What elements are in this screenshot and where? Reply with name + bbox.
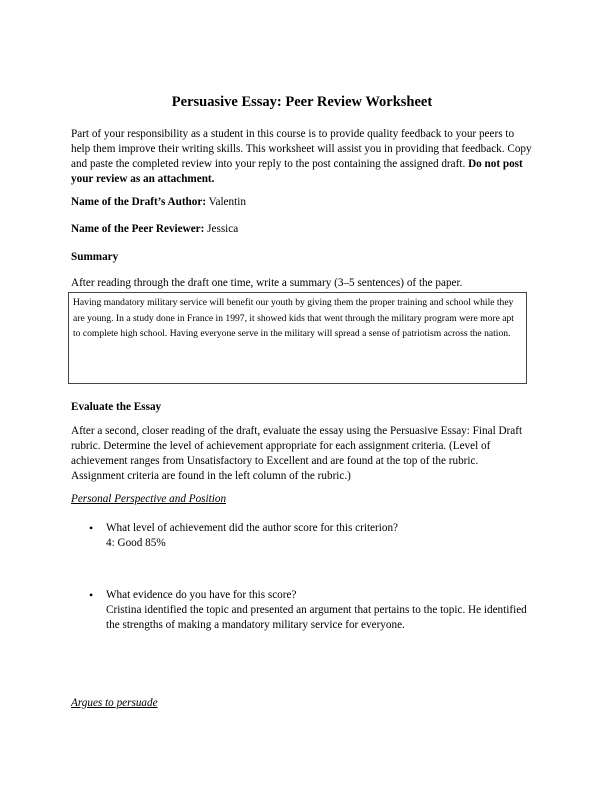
evaluate-heading: Evaluate the Essay <box>71 401 162 413</box>
reviewer-label: Name of the Peer Reviewer: <box>71 223 205 235</box>
summary-instruction: After reading through the draft one time, write a summary (3–5 sentences) of the paper. <box>71 277 463 289</box>
evaluate-instruction: After a second, closer reading of the draft, evaluate the essay using the Persuasive Essay: Final Draft rubric. Determine the level of achievement appropriate for each assignment criteria. (Level of achievement ranges from Unsatisfactory to Excellent and are found at the top of the rubric. Assignment criteria are found in the left column of the rubric.) <box>71 425 523 482</box>
criterion-1-question-1 <box>106 521 536 551</box>
author-label: Name of the Draft’s Author: <box>71 196 207 208</box>
answer-level-text: 4: Good 85% <box>106 537 166 549</box>
reviewer-value: Jessica <box>204 223 239 235</box>
question-evidence-text: What evidence do you have for this score? <box>106 589 297 601</box>
criterion-1-question-2 <box>106 588 536 633</box>
summary-heading: Summary <box>71 251 119 263</box>
criterion-personal-perspective-heading: Personal Perspective and Position <box>71 493 227 505</box>
intro-warning: Do not post your review as an attachment. <box>71 158 523 185</box>
criterion-argues-to-persuade-heading: Argues to persuade <box>71 697 158 709</box>
author-line <box>71 195 533 210</box>
reviewer-line <box>71 222 533 237</box>
bullet-1: • <box>89 521 94 535</box>
intro-text: Part of your responsibility as a student in this course is to provide quality feedback to your peers to help them improve their writing skills. This worksheet will assist you in providing that feedback. Copy and paste the completed review into your reply to the post containing the assigned draft. <box>71 128 532 170</box>
page-title: Persuasive Essay: Peer Review Worksheet <box>171 94 433 110</box>
summary-response-box[interactable] <box>68 292 527 384</box>
bullet-2: • <box>89 588 94 602</box>
author-value: Valentin <box>206 196 246 208</box>
summary-response-text: Having mandatory military service will benefit our youth by giving them the proper training and school while they are young. In a study done in France in 1997, it showed kids that went through the military program were more apt to complete high school. Having everyone serve in the military will spread a sense of patriotism across the nation. <box>73 297 514 339</box>
intro-paragraph <box>71 127 533 187</box>
answer-evidence-text: Cristina identified the topic and presented an argument that pertains to the topic. He identified the strengths of making a mandatory military service for everyone. <box>106 604 527 631</box>
question-level-text: What level of achievement did the author score for this criterion? <box>106 522 399 534</box>
